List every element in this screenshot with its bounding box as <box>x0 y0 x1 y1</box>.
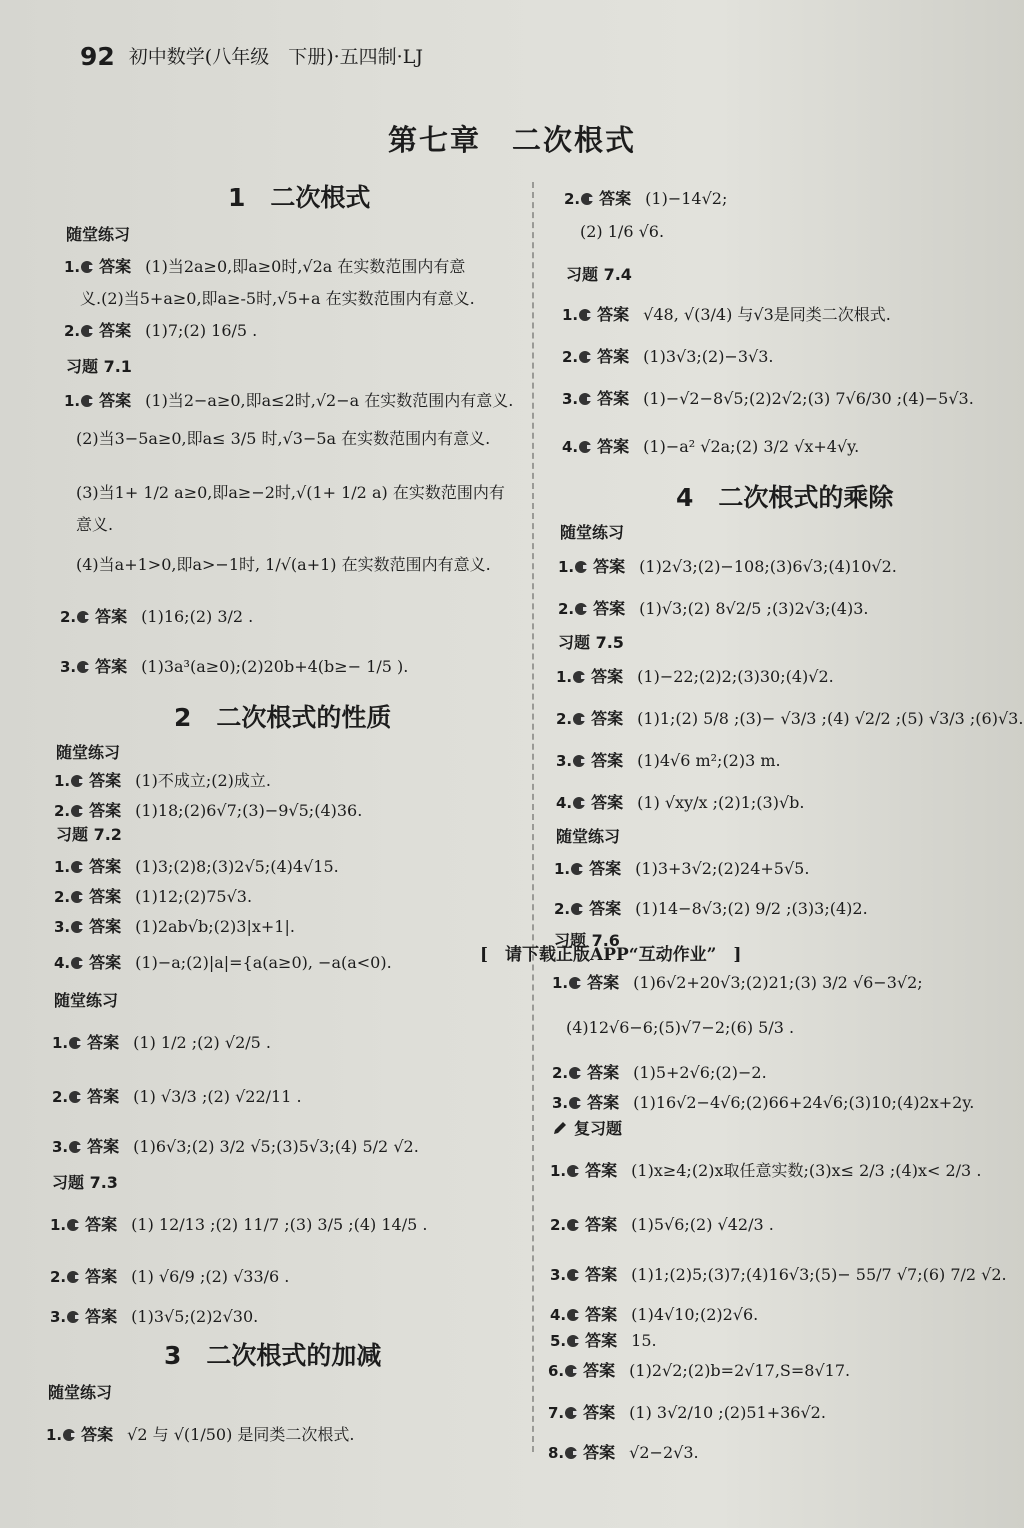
answer-badge-icon <box>575 603 587 615</box>
answer-label: 答案 <box>89 857 122 876</box>
answer-badge-icon <box>581 193 593 205</box>
answer-text: (1)−√2−8√5;(2)2√2;(3) 7√6/30 ;(4)−5√3. <box>643 389 974 408</box>
answer-badge-icon <box>71 775 83 787</box>
answer-text: (1)6√3;(2) 3/2 √5;(3)5√3;(4) 5/2 √2. <box>133 1137 419 1156</box>
answer-badge-icon <box>71 891 83 903</box>
review-heading <box>552 1116 622 1139</box>
item-number: 3. <box>550 1266 567 1284</box>
answer-text: √2−2√3. <box>629 1443 699 1462</box>
answer-item <box>54 914 295 937</box>
answer-label: 答案 <box>585 1305 618 1324</box>
answer-label: 答案 <box>587 1093 620 1112</box>
section-title: 1 二次根式 <box>228 183 371 212</box>
answer-badge-icon <box>567 1165 579 1177</box>
subsection-heading: 随堂练习 <box>556 827 621 846</box>
answer-badge-icon <box>575 561 587 573</box>
chapter-title: 第七章 二次根式 <box>387 123 636 157</box>
answer-label: 答案 <box>597 305 630 324</box>
item-number: 1. <box>554 860 571 878</box>
item-number: 3. <box>556 752 573 770</box>
answer-label: 答案 <box>95 657 128 676</box>
answer-item <box>548 1358 850 1381</box>
answer-label: 答案 <box>583 1443 616 1462</box>
answer-text: (1)2ab√b;(2)3|x+1|. <box>135 917 295 936</box>
answer-text: (1)5√6;(2) √42/3 . <box>631 1215 774 1234</box>
answer-item <box>54 884 252 907</box>
answer-text: √48, √(3/4) 与√3是同类二次根式. <box>643 305 891 324</box>
answer-badge-icon <box>81 395 93 407</box>
item-number: 2. <box>550 1216 567 1234</box>
answer-label: 答案 <box>591 667 624 686</box>
book-title: 初中数学(八年级 下册)·五四制·LJ <box>128 46 423 68</box>
answer-text: (1)1;(2) 5/8 ;(3)− √3/3 ;(4) √2/2 ;(5) √3/3 ;(6)√3. <box>637 709 1024 728</box>
item-number: 3. <box>60 658 77 676</box>
answer-label: 答案 <box>583 1361 616 1380</box>
subsection-heading: 随堂练习 <box>560 523 625 542</box>
answer-text: (1)18;(2)6√7;(3)−9√5;(4)36. <box>135 801 363 820</box>
answer-item <box>54 854 339 877</box>
answer-label: 答案 <box>87 1137 120 1156</box>
answer-text: (1)3√3;(2)−3√3. <box>643 347 774 366</box>
answer-text: (1) √xy/x ;(2)1;(3)√b. <box>637 793 805 812</box>
answer-badge-icon <box>573 797 585 809</box>
answer-text: (1)3+3√2;(2)24+5√5. <box>635 859 810 878</box>
answer-item <box>548 1440 699 1463</box>
answer-item <box>50 1212 427 1235</box>
answer-label: 答案 <box>585 1215 618 1234</box>
answer-continuation: 义.(2)当5+a≥0,即a≥-5时,√5+a 在实数范围内有意义. <box>80 289 475 308</box>
subsection-heading: 随堂练习 <box>48 1383 113 1402</box>
answer-text: (1)12;(2)75√3. <box>135 887 253 906</box>
answer-continuation: 意义. <box>76 515 114 534</box>
answer-text: (1) √3/3 ;(2) √22/11 . <box>133 1087 302 1106</box>
answer-label: 答案 <box>585 1265 618 1284</box>
item-number: 3. <box>552 1094 569 1112</box>
answer-item <box>562 344 773 367</box>
answer-badge-icon <box>579 309 591 321</box>
answer-item <box>550 1212 774 1235</box>
page-header <box>80 42 423 71</box>
answer-item <box>564 186 727 209</box>
answer-text: (1)−14√2; <box>645 189 728 208</box>
answer-item <box>54 950 392 973</box>
item-number: 7. <box>548 1404 565 1422</box>
answer-item <box>550 1302 758 1325</box>
item-number: 1. <box>52 1034 69 1052</box>
answer-badge-icon <box>565 1447 577 1459</box>
item-number: 2. <box>554 900 571 918</box>
answer-label: 答案 <box>597 437 630 456</box>
answer-badge-icon <box>565 1365 577 1377</box>
subsection-heading: 随堂练习 <box>66 225 131 244</box>
answer-badge-icon <box>71 805 83 817</box>
answer-continuation: (2) 1/6 √6. <box>580 222 665 241</box>
answer-continuation: (2)当3−5a≥0,即a≤ 3/5 时,√3−5a 在实数范围内有意义. <box>76 429 491 448</box>
answer-label: 答案 <box>99 257 132 276</box>
item-number: 3. <box>50 1308 67 1326</box>
answer-item <box>550 1328 657 1351</box>
answer-label: 答案 <box>587 1063 620 1082</box>
answer-item <box>556 664 834 687</box>
answer-label: 答案 <box>87 1087 120 1106</box>
answer-item <box>50 1264 289 1287</box>
item-number: 1. <box>64 258 81 276</box>
subsection-heading: 随堂练习 <box>54 991 119 1010</box>
answer-continuation: (4)12√6−6;(5)√7−2;(6) 5/3 . <box>566 1018 795 1037</box>
item-number: 2. <box>562 348 579 366</box>
answer-label: 答案 <box>95 607 128 626</box>
item-number: 2. <box>50 1268 67 1286</box>
item-number: 4. <box>54 954 71 972</box>
answer-text: (1)−a;(2)|a|={a(a≥0), −a(a<0). <box>135 953 392 972</box>
item-number: 4. <box>550 1306 567 1324</box>
item-number: 2. <box>558 600 575 618</box>
answer-label: 答案 <box>81 1425 114 1444</box>
answer-text: (1)当2−a≥0,即a≤2时,√2−a 在实数范围内有意义. <box>145 391 514 410</box>
answer-badge-icon <box>565 1407 577 1419</box>
item-number: 2. <box>556 710 573 728</box>
answer-label: 答案 <box>87 1033 120 1052</box>
item-number: 2. <box>60 608 77 626</box>
answer-continuation: (3)当1+ 1/2 a≥0,即a≥−2时,√(1+ 1/2 a) 在实数范围内有 <box>76 483 505 502</box>
answer-text: (1)4√10;(2)2√6. <box>631 1305 759 1324</box>
answer-badge-icon <box>567 1269 579 1281</box>
answer-text: (1)4√6 m²;(2)3 m. <box>637 751 781 770</box>
item-number: 1. <box>552 974 569 992</box>
answer-label: 答案 <box>597 389 630 408</box>
answer-text: (1) 1/2 ;(2) √2/5 . <box>133 1033 271 1052</box>
answer-label: 答案 <box>593 557 626 576</box>
answer-text: √2 与 √(1/50) 是同类二次根式. <box>127 1425 355 1444</box>
answer-item <box>550 1262 1007 1285</box>
answer-badge-icon <box>571 903 583 915</box>
answer-item <box>64 388 513 411</box>
answer-item <box>556 706 1023 729</box>
answer-item <box>46 1422 355 1445</box>
answer-item <box>60 604 253 627</box>
answer-text: (1) 3√2/10 ;(2)51+36√2. <box>629 1403 826 1422</box>
subsection-heading: 习题 7.4 <box>566 265 632 284</box>
answer-text: (1)1;(2)5;(3)7;(4)16√3;(5)− 55/7 √7;(6) 7/2 √2. <box>631 1265 1007 1284</box>
section-title: 3 二次根式的加减 <box>164 1341 382 1370</box>
answer-badge-icon <box>69 1037 81 1049</box>
section-title: 2 二次根式的性质 <box>174 703 392 732</box>
answer-item <box>552 1090 974 1113</box>
pencil-icon <box>552 1120 568 1136</box>
subsection-heading: 习题 7.6 <box>554 931 620 950</box>
answer-label: 答案 <box>99 321 132 340</box>
answer-badge-icon <box>77 611 89 623</box>
answer-continuation: (4)当a+1>0,即a>−1时, 1/√(a+1) 在实数范围内有意义. <box>76 555 491 574</box>
answer-item <box>550 1158 981 1181</box>
answer-badge-icon <box>579 393 591 405</box>
answer-label: 答案 <box>89 801 122 820</box>
answer-label: 答案 <box>85 1215 118 1234</box>
page-number: 92 <box>80 42 115 71</box>
item-number: 1. <box>558 558 575 576</box>
item-number: 2. <box>64 322 81 340</box>
app-watermark: [ 请下载正版APP“互动作业” ] <box>480 945 742 965</box>
answer-label: 答案 <box>591 709 624 728</box>
subsection-heading: 习题 7.5 <box>558 633 624 652</box>
answer-label: 答案 <box>89 917 122 936</box>
answer-label: 答案 <box>85 1267 118 1286</box>
item-number: 3. <box>52 1138 69 1156</box>
item-number: 1. <box>46 1426 63 1444</box>
item-number: 2. <box>564 190 581 208</box>
answer-text: (1)16√2−4√6;(2)66+24√6;(3)10;(4)2x+2y. <box>633 1093 975 1112</box>
answer-item <box>558 554 897 577</box>
answer-badge-icon <box>77 661 89 673</box>
answer-label: 答案 <box>89 771 122 790</box>
answer-text: (1)5+2√6;(2)−2. <box>633 1063 767 1082</box>
answer-label: 答案 <box>589 899 622 918</box>
answer-badge-icon <box>71 921 83 933</box>
answer-badge-icon <box>569 1097 581 1109</box>
answer-badge-icon <box>67 1311 79 1323</box>
item-number: 6. <box>548 1362 565 1380</box>
answer-label: 答案 <box>99 391 132 410</box>
answer-badge-icon <box>81 325 93 337</box>
answer-badge-icon <box>67 1271 79 1283</box>
column-divider <box>532 182 534 1452</box>
item-number: 2. <box>54 802 71 820</box>
answer-item <box>554 896 868 919</box>
answer-text: (1)2√2;(2)b=2√17,S=8√17. <box>629 1361 851 1380</box>
item-number: 3. <box>562 390 579 408</box>
answer-item <box>562 434 859 457</box>
answer-text: (1)当2a≥0,即a≥0时,√2a 在实数范围内有意 <box>145 257 466 276</box>
answer-text: (1)14−8√3;(2) 9/2 ;(3)3;(4)2. <box>635 899 868 918</box>
item-number: 1. <box>54 772 71 790</box>
subsection-heading: 习题 7.3 <box>52 1173 118 1192</box>
answer-text: (1)2√3;(2)−108;(3)6√3;(4)10√2. <box>639 557 897 576</box>
answer-label: 答案 <box>585 1331 618 1350</box>
answer-text: (1) √6/9 ;(2) √33/6 . <box>131 1267 290 1286</box>
answer-badge-icon <box>567 1335 579 1347</box>
review-heading-label: 复习题 <box>574 1119 623 1138</box>
answer-badge-icon <box>71 861 83 873</box>
answer-item <box>562 302 891 325</box>
answer-item <box>52 1084 302 1107</box>
answer-item <box>554 856 809 879</box>
answer-item <box>552 1060 767 1083</box>
item-number: 1. <box>562 306 579 324</box>
answer-item <box>552 970 923 993</box>
item-number: 2. <box>52 1088 69 1106</box>
answer-badge-icon <box>573 671 585 683</box>
item-number: 2. <box>54 888 71 906</box>
answer-label: 答案 <box>597 347 630 366</box>
item-number: 1. <box>50 1216 67 1234</box>
answer-text: (1)不成立;(2)成立. <box>135 771 271 790</box>
answer-text: (1)−a² √2a;(2) 3/2 √x+4√y. <box>643 437 860 456</box>
answer-text: (1)7;(2) 16/5 . <box>145 321 258 340</box>
answer-label: 答案 <box>587 973 620 992</box>
answer-badge-icon <box>69 1091 81 1103</box>
answer-item <box>64 318 257 341</box>
answer-item <box>548 1400 826 1423</box>
answer-text: (1)3√5;(2)2√30. <box>131 1307 259 1326</box>
subsection-heading: 随堂练习 <box>56 743 121 762</box>
item-number: 1. <box>550 1162 567 1180</box>
answer-text: (1)√3;(2) 8√2/5 ;(3)2√3;(4)3. <box>639 599 869 618</box>
answer-label: 答案 <box>89 887 122 906</box>
answer-item <box>50 1304 258 1327</box>
item-number: 8. <box>548 1444 565 1462</box>
item-number: 1. <box>556 668 573 686</box>
answer-item <box>556 790 804 813</box>
answer-label: 答案 <box>591 751 624 770</box>
answer-item <box>562 386 974 409</box>
answer-label: 答案 <box>593 599 626 618</box>
subsection-heading: 习题 7.2 <box>56 825 122 844</box>
answer-item <box>52 1030 271 1053</box>
answer-item <box>556 748 781 771</box>
answer-badge-icon <box>63 1429 75 1441</box>
answer-text: (1)x≥4;(2)x取任意实数;(3)x≤ 2/3 ;(4)x< 2/3 . <box>631 1161 982 1180</box>
answer-badge-icon <box>567 1219 579 1231</box>
answer-item <box>558 596 868 619</box>
answer-label: 答案 <box>589 859 622 878</box>
item-number: 1. <box>54 858 71 876</box>
answer-badge-icon <box>579 441 591 453</box>
answer-badge-icon <box>579 351 591 363</box>
answer-label: 答案 <box>583 1403 616 1422</box>
answer-badge-icon <box>571 863 583 875</box>
answer-label: 答案 <box>591 793 624 812</box>
answer-text: (1)3a³(a≥0);(2)20b+4(b≥− 1/5 ). <box>141 657 409 676</box>
item-number: 1. <box>64 392 81 410</box>
item-number: 5. <box>550 1332 567 1350</box>
item-number: 2. <box>552 1064 569 1082</box>
answer-label: 答案 <box>599 189 632 208</box>
answer-text: (1) 12/13 ;(2) 11/7 ;(3) 3/5 ;(4) 14/5 . <box>131 1215 428 1234</box>
answer-badge-icon <box>573 713 585 725</box>
item-number: 3. <box>54 918 71 936</box>
answer-badge-icon <box>573 755 585 767</box>
answer-text: 15. <box>631 1331 657 1350</box>
answer-item <box>64 254 465 277</box>
item-number: 4. <box>556 794 573 812</box>
answer-label: 答案 <box>85 1307 118 1326</box>
answer-badge-icon <box>569 1067 581 1079</box>
answer-item <box>54 798 362 821</box>
answer-item <box>54 768 271 791</box>
answer-text: (1)16;(2) 3/2 . <box>141 607 254 626</box>
answer-text: (1)3;(2)8;(3)2√5;(4)4√15. <box>135 857 339 876</box>
answer-badge-icon <box>569 977 581 989</box>
answer-badge-icon <box>567 1309 579 1321</box>
answer-item <box>60 654 408 677</box>
answer-badge-icon <box>67 1219 79 1231</box>
answer-label: 答案 <box>585 1161 618 1180</box>
answer-text: (1)−22;(2)2;(3)30;(4)√2. <box>637 667 834 686</box>
answer-badge-icon <box>71 957 83 969</box>
item-number: 4. <box>562 438 579 456</box>
answer-label: 答案 <box>89 953 122 972</box>
section-title: 4 二次根式的乘除 <box>676 483 894 512</box>
answer-text: (1)6√2+20√3;(2)21;(3) 3/2 √6−3√2; <box>633 973 923 992</box>
answer-badge-icon <box>69 1141 81 1153</box>
answer-badge-icon <box>81 261 93 273</box>
subsection-heading: 习题 7.1 <box>66 357 132 376</box>
answer-item <box>52 1134 419 1157</box>
